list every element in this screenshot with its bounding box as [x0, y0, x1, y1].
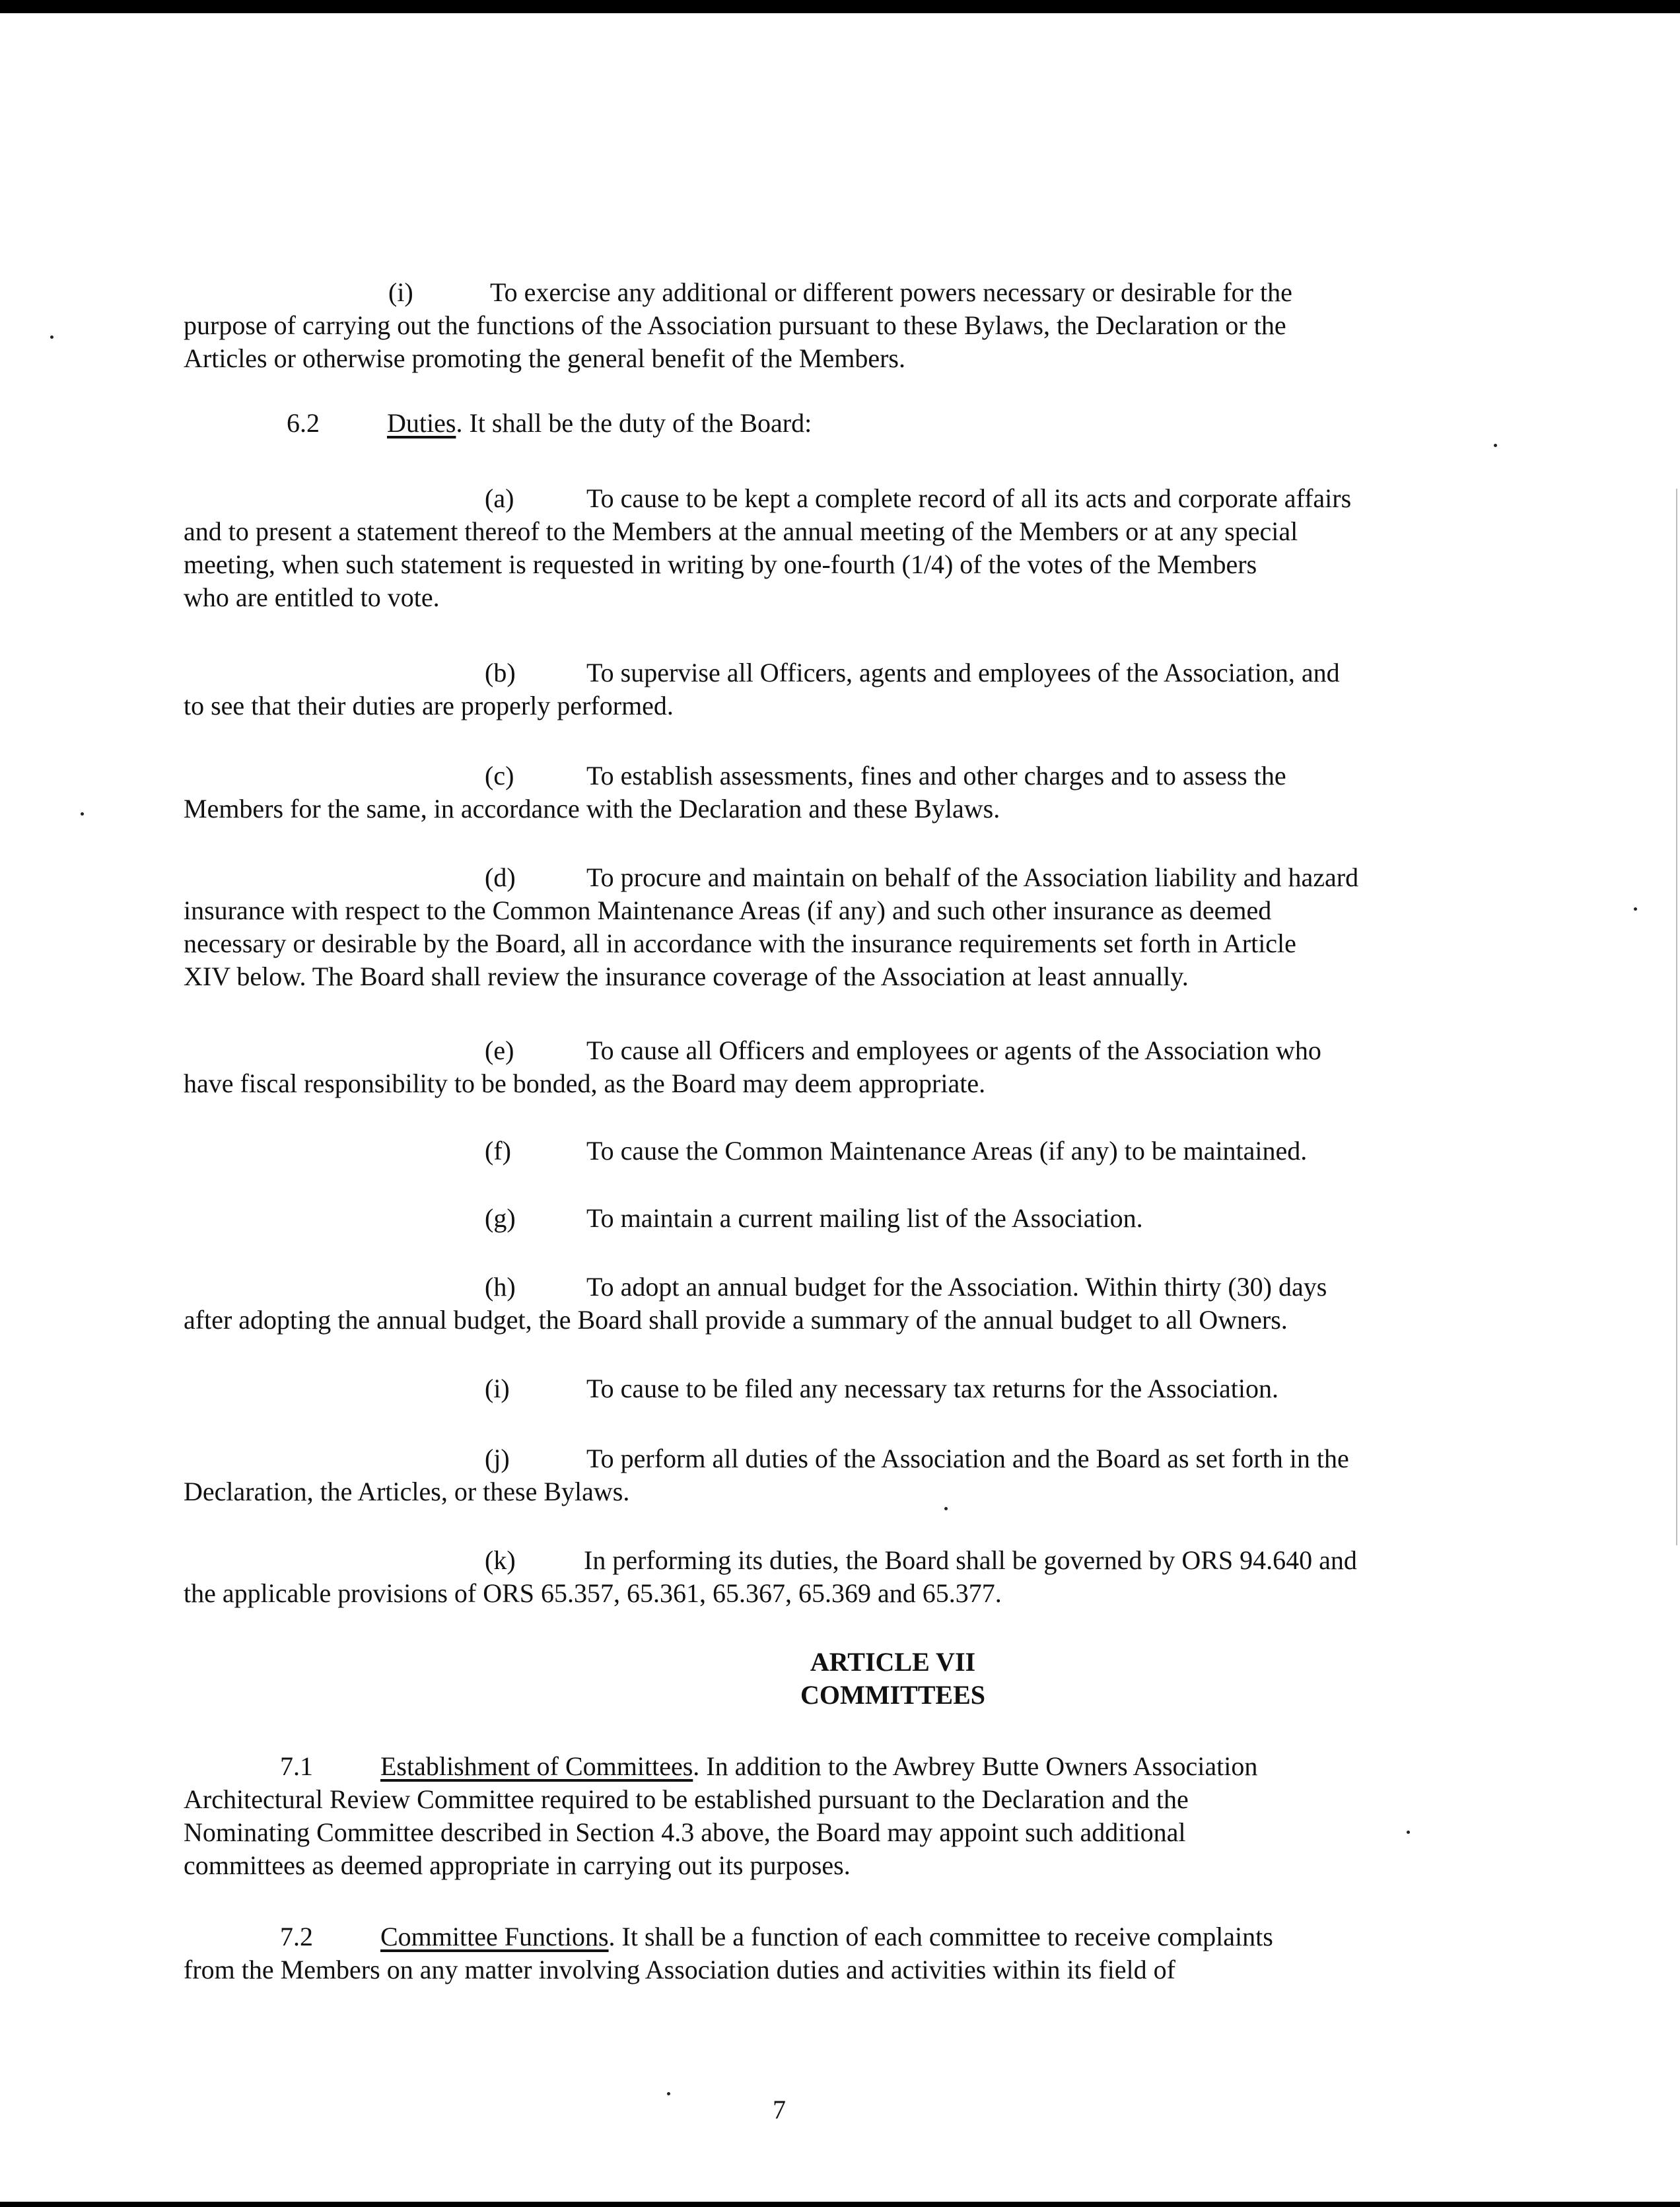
- paragraph-text: To cause the Common Maintenance Areas (if any) to be maintained.: [586, 1136, 1308, 1166]
- section-text: . It shall be the duty of the Board:: [456, 408, 812, 438]
- item-marker: (k): [485, 1545, 516, 1575]
- paragraph-6-2-h: [184, 1271, 1478, 1337]
- paragraph-text: To establish assessments, fines and other charges and to assess the: [586, 761, 1286, 790]
- page-number: 7: [773, 2095, 786, 2124]
- section-6-2: [184, 407, 1478, 440]
- scan-bottom-border: [0, 2202, 1680, 2207]
- scan-speck: [1634, 907, 1637, 911]
- section-number: 7.2: [280, 1922, 313, 1951]
- paragraph-line: from the Members on any matter involving Association duties and activities within its field of: [184, 1955, 1175, 1984]
- paragraph-text: To cause all Officers and employees or agents of the Association who: [586, 1035, 1321, 1065]
- paragraph-line: Articles or otherwise promoting the general benefit of the Members.: [184, 343, 905, 373]
- paragraph-6-2-c: [184, 759, 1478, 825]
- item-marker: (g): [485, 1203, 516, 1233]
- section-text: . It shall be a function of each committee to receive complaints: [608, 1922, 1273, 1951]
- section-title: Duties: [387, 408, 456, 438]
- article-title: COMMITTEES: [800, 1680, 986, 1710]
- paragraph-line: Architectural Review Committee required to be established pursuant to the Declaration and the: [184, 1784, 1189, 1814]
- paragraph-6-2-k: [184, 1544, 1478, 1610]
- paragraph-6-1-i: [184, 276, 1478, 375]
- article-number: ARTICLE VII: [810, 1647, 976, 1677]
- item-marker: (a): [485, 483, 514, 513]
- paragraph-6-2-g: [184, 1202, 1478, 1235]
- paragraph-line: Declaration, the Articles, or these Bylaws.: [184, 1477, 630, 1506]
- paragraph-line: after adopting the annual budget, the Board shall provide a summary of the annual budget to all Owners.: [184, 1305, 1288, 1335]
- paragraph-line: Nominating Committee described in Section 4.3 above, the Board may appoint such additional: [184, 1817, 1186, 1847]
- paragraph-text: To exercise any additional or different powers necessary or desirable for the: [490, 277, 1292, 307]
- paragraph-text: To adopt an annual budget for the Association. Within thirty (30) days: [586, 1272, 1327, 1302]
- item-marker: (f): [485, 1136, 511, 1166]
- paragraph-text: To cause to be kept a complete record of all its acts and corporate affairs: [586, 483, 1352, 513]
- paragraph-6-2-f: [184, 1135, 1478, 1168]
- paragraph-6-2-d: [184, 861, 1478, 993]
- paragraph-line: Members for the same, in accordance with the Declaration and these Bylaws.: [184, 794, 1000, 823]
- section-7-1: [184, 1750, 1478, 1882]
- paragraph-text: To maintain a current mailing list of the Association.: [586, 1203, 1143, 1233]
- paragraph-line: meeting, when such statement is requested in writing by one-fourth (1/4) of the votes of the Members: [184, 549, 1257, 579]
- scan-speck: [1494, 444, 1497, 447]
- item-marker: (h): [485, 1272, 516, 1302]
- paragraph-text: To procure and maintain on behalf of the Association liability and hazard: [586, 862, 1359, 892]
- section-title: Committee Functions: [380, 1922, 609, 1951]
- paragraph-line: have fiscal responsibility to be bonded, as the Board may deem appropriate.: [184, 1068, 986, 1098]
- item-marker: (c): [485, 761, 514, 790]
- paragraph-line: the applicable provisions of ORS 65.357, 65.361, 65.367, 65.369 and 65.377.: [184, 1578, 1002, 1608]
- paragraph-line: purpose of carrying out the functions of the Association pursuant to these Bylaws, the Declaration or the: [184, 310, 1286, 340]
- scan-speck: [50, 335, 53, 339]
- scan-right-edge: [1676, 489, 1677, 1545]
- item-marker: (j): [485, 1444, 510, 1473]
- item-marker: (i): [388, 277, 413, 307]
- paragraph-6-2-j: [184, 1442, 1478, 1508]
- item-marker: (d): [485, 862, 516, 892]
- item-marker: (e): [485, 1035, 514, 1065]
- scan-top-border: [0, 0, 1680, 13]
- section-text: . In addition to the Awbrey Butte Owners Association: [693, 1751, 1258, 1781]
- paragraph-6-2-e: [184, 1034, 1478, 1100]
- paragraph-6-2-a: [184, 482, 1478, 614]
- article-heading: [53, 1646, 1680, 1712]
- paragraph-line: insurance with respect to the Common Maintenance Areas (if any) and such other insurance as deemed: [184, 895, 1272, 925]
- item-marker: (i): [485, 1374, 510, 1403]
- section-number: 6.2: [287, 408, 320, 438]
- paragraph-text: To cause to be filed any necessary tax returns for the Association.: [586, 1374, 1278, 1403]
- paragraph-line: necessary or desirable by the Board, all in accordance with the insurance requirements set forth in Article: [184, 928, 1296, 958]
- section-number: 7.1: [280, 1751, 313, 1781]
- scan-speck: [667, 2092, 670, 2095]
- paragraph-text: To supervise all Officers, agents and employees of the Association, and: [586, 658, 1340, 687]
- item-marker: (b): [485, 658, 516, 687]
- section-title: Establishment of Committees: [380, 1751, 693, 1781]
- section-7-2: [184, 1920, 1478, 1986]
- paragraph-6-2-b: [184, 656, 1478, 722]
- paragraph-6-2-i: [184, 1372, 1478, 1405]
- paragraph-line: who are entitled to vote.: [184, 582, 440, 612]
- scan-speck: [81, 812, 84, 816]
- paragraph-text: To perform all duties of the Association and the Board as set forth in the: [586, 1444, 1349, 1473]
- paragraph-line: to see that their duties are properly performed.: [184, 691, 674, 720]
- paragraph-line: XIV below. The Board shall review the insurance coverage of the Association at least annually.: [184, 962, 1189, 991]
- paragraph-line: committees as deemed appropriate in carrying out its purposes.: [184, 1850, 851, 1880]
- paragraph-line: and to present a statement thereof to the Members at the annual meeting of the Members or at any special: [184, 516, 1298, 546]
- paragraph-text: In performing its duties, the Board shall be governed by ORS 94.640 and: [584, 1545, 1357, 1575]
